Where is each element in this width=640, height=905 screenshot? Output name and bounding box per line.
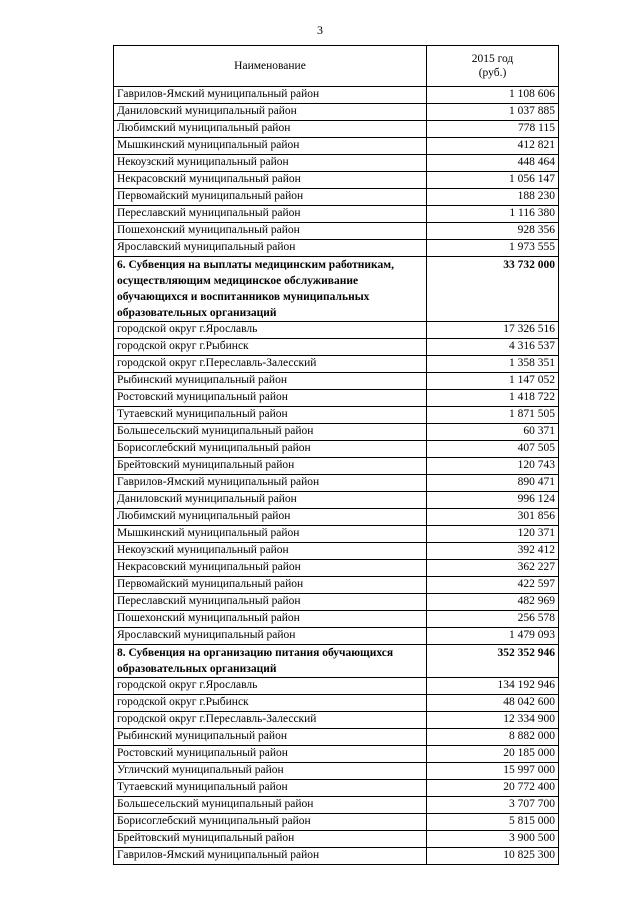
amount-value: 422 597 [427, 577, 559, 594]
amount-value: 60 371 [427, 424, 559, 441]
municipality-name: Первомайский муниципальный район [114, 189, 427, 206]
municipality-name: Большесельский муниципальный район [114, 424, 427, 441]
municipality-name: Тутаевский муниципальный район [114, 407, 427, 424]
municipality-name: Гаврилов-Ямский муниципальный район [114, 848, 427, 865]
amount-value: 1 037 885 [427, 104, 559, 121]
municipality-name: Брейтовский муниципальный район [114, 831, 427, 848]
municipality-name: Даниловский муниципальный район [114, 492, 427, 509]
table-row [114, 155, 559, 172]
amount-value: 890 471 [427, 475, 559, 492]
municipality-name: Большесельский муниципальный район [114, 797, 427, 814]
municipality-name: городской округ г.Переславль-Залесский [114, 712, 427, 729]
amount-value: 12 334 900 [427, 712, 559, 729]
amount-value: 3 707 700 [427, 797, 559, 814]
municipality-name: Рыбинский муниципальный район [114, 729, 427, 746]
amount-value: 1 418 722 [427, 390, 559, 407]
table-body [114, 87, 559, 865]
amount-value: 778 115 [427, 121, 559, 138]
section-title: 8. Субвенция на организацию питания обучающихся образовательных организаций [114, 645, 427, 678]
amount-value: 996 124 [427, 492, 559, 509]
table-row [114, 729, 559, 746]
table-row [114, 121, 559, 138]
subsidy-table [113, 45, 559, 865]
table-row [114, 138, 559, 155]
table-row [114, 560, 559, 577]
table-row [114, 172, 559, 189]
municipality-name: Некоузский муниципальный район [114, 155, 427, 172]
table-row [114, 104, 559, 121]
section-total-amount: 352 352 946 [427, 645, 559, 678]
table-header-row [114, 46, 559, 87]
table-row [114, 509, 559, 526]
table-row [114, 628, 559, 645]
section-heading-row [114, 645, 559, 678]
table-row [114, 189, 559, 206]
municipality-name: Ростовский муниципальный район [114, 746, 427, 763]
municipality-name: Мышкинский муниципальный район [114, 138, 427, 155]
currency-unit-label: (руб.) [478, 67, 507, 79]
table-row [114, 611, 559, 628]
table-row [114, 322, 559, 339]
year-column-label: 2015 год [471, 53, 514, 65]
table-row [114, 746, 559, 763]
table-row [114, 206, 559, 223]
table-row [114, 543, 559, 560]
municipality-name: Гаврилов-Ямский муниципальный район [114, 475, 427, 492]
amount-value: 482 969 [427, 594, 559, 611]
table-row [114, 458, 559, 475]
municipality-name: городской округ г.Ярославль [114, 322, 427, 339]
municipality-name: Брейтовский муниципальный район [114, 458, 427, 475]
table-row [114, 390, 559, 407]
municipality-name: Некрасовский муниципальный район [114, 560, 427, 577]
municipality-name: Даниловский муниципальный район [114, 104, 427, 121]
municipality-name: Пошехонский муниципальный район [114, 223, 427, 240]
amount-value: 407 505 [427, 441, 559, 458]
table-row [114, 831, 559, 848]
table-row [114, 678, 559, 695]
municipality-name: Переславский муниципальный район [114, 594, 427, 611]
municipality-name: Любимский муниципальный район [114, 509, 427, 526]
amount-value: 8 882 000 [427, 729, 559, 746]
municipality-name: Тутаевский муниципальный район [114, 780, 427, 797]
table-row [114, 356, 559, 373]
table-row [114, 339, 559, 356]
section-title: 6. Субвенция на выплаты медицинским работникам, осуществляющим медицинское обслуживание обучающихся и воспитанников муниципальных образовательных организаций [114, 257, 427, 322]
amount-value: 17 326 516 [427, 322, 559, 339]
table-row [114, 780, 559, 797]
amount-value: 20 185 000 [427, 746, 559, 763]
table-row [114, 407, 559, 424]
table-row [114, 797, 559, 814]
table-row [114, 814, 559, 831]
amount-value: 5 815 000 [427, 814, 559, 831]
municipality-name: Некоузский муниципальный район [114, 543, 427, 560]
table-row [114, 492, 559, 509]
amount-value: 301 856 [427, 509, 559, 526]
table-row [114, 848, 559, 865]
municipality-name: Любимский муниципальный район [114, 121, 427, 138]
amount-value: 20 772 400 [427, 780, 559, 797]
table-row [114, 475, 559, 492]
amount-value: 134 192 946 [427, 678, 559, 695]
table-row [114, 87, 559, 104]
amount-value: 10 825 300 [427, 848, 559, 865]
amount-value: 1 116 380 [427, 206, 559, 223]
municipality-name: Рыбинский муниципальный район [114, 373, 427, 390]
amount-value: 3 900 500 [427, 831, 559, 848]
amount-value: 1 108 606 [427, 87, 559, 104]
municipality-name: городской округ г.Ярославль [114, 678, 427, 695]
amount-value: 188 230 [427, 189, 559, 206]
municipality-name: Ярославский муниципальный район [114, 628, 427, 645]
amount-value: 412 821 [427, 138, 559, 155]
section-heading-row [114, 257, 559, 322]
table-row [114, 577, 559, 594]
amount-value: 15 997 000 [427, 763, 559, 780]
municipality-name: Некрасовский муниципальный район [114, 172, 427, 189]
municipality-name: Мышкинский муниципальный район [114, 526, 427, 543]
table-row [114, 763, 559, 780]
table-row [114, 695, 559, 712]
amount-value: 1 147 052 [427, 373, 559, 390]
municipality-name: Ярославский муниципальный район [114, 240, 427, 257]
table-row [114, 712, 559, 729]
amount-value: 392 412 [427, 543, 559, 560]
page-number: 3 [317, 23, 323, 37]
amount-value: 928 356 [427, 223, 559, 240]
table-row [114, 594, 559, 611]
municipality-name: городской округ г.Рыбинск [114, 695, 427, 712]
table-row [114, 441, 559, 458]
municipality-name: Угличский муниципальный район [114, 763, 427, 780]
municipality-name: Гаврилов-Ямский муниципальный район [114, 87, 427, 104]
municipality-name: городской округ г.Рыбинск [114, 339, 427, 356]
amount-value: 256 578 [427, 611, 559, 628]
amount-value: 1 973 555 [427, 240, 559, 257]
table-row [114, 526, 559, 543]
name-column-header: Наименование [114, 46, 427, 87]
table-row [114, 424, 559, 441]
municipality-name: Первомайский муниципальный район [114, 577, 427, 594]
municipality-name: городской округ г.Переславль-Залесский [114, 356, 427, 373]
amount-value: 448 464 [427, 155, 559, 172]
amount-value: 1 358 351 [427, 356, 559, 373]
amount-value: 1 871 505 [427, 407, 559, 424]
amount-value: 362 227 [427, 560, 559, 577]
amount-value: 1 056 147 [427, 172, 559, 189]
municipality-name: Борисоглебский муниципальный район [114, 814, 427, 831]
table-row [114, 373, 559, 390]
amount-value: 120 371 [427, 526, 559, 543]
amount-value: 4 316 537 [427, 339, 559, 356]
municipality-name: Пошехонский муниципальный район [114, 611, 427, 628]
municipality-name: Борисоглебский муниципальный район [114, 441, 427, 458]
amount-value: 1 479 093 [427, 628, 559, 645]
table-row [114, 240, 559, 257]
year-column-header [427, 46, 559, 87]
table-row [114, 223, 559, 240]
section-total-amount: 33 732 000 [427, 257, 559, 322]
amount-value: 48 042 600 [427, 695, 559, 712]
municipality-name: Ростовский муниципальный район [114, 390, 427, 407]
amount-value: 120 743 [427, 458, 559, 475]
municipality-name: Переславский муниципальный район [114, 206, 427, 223]
